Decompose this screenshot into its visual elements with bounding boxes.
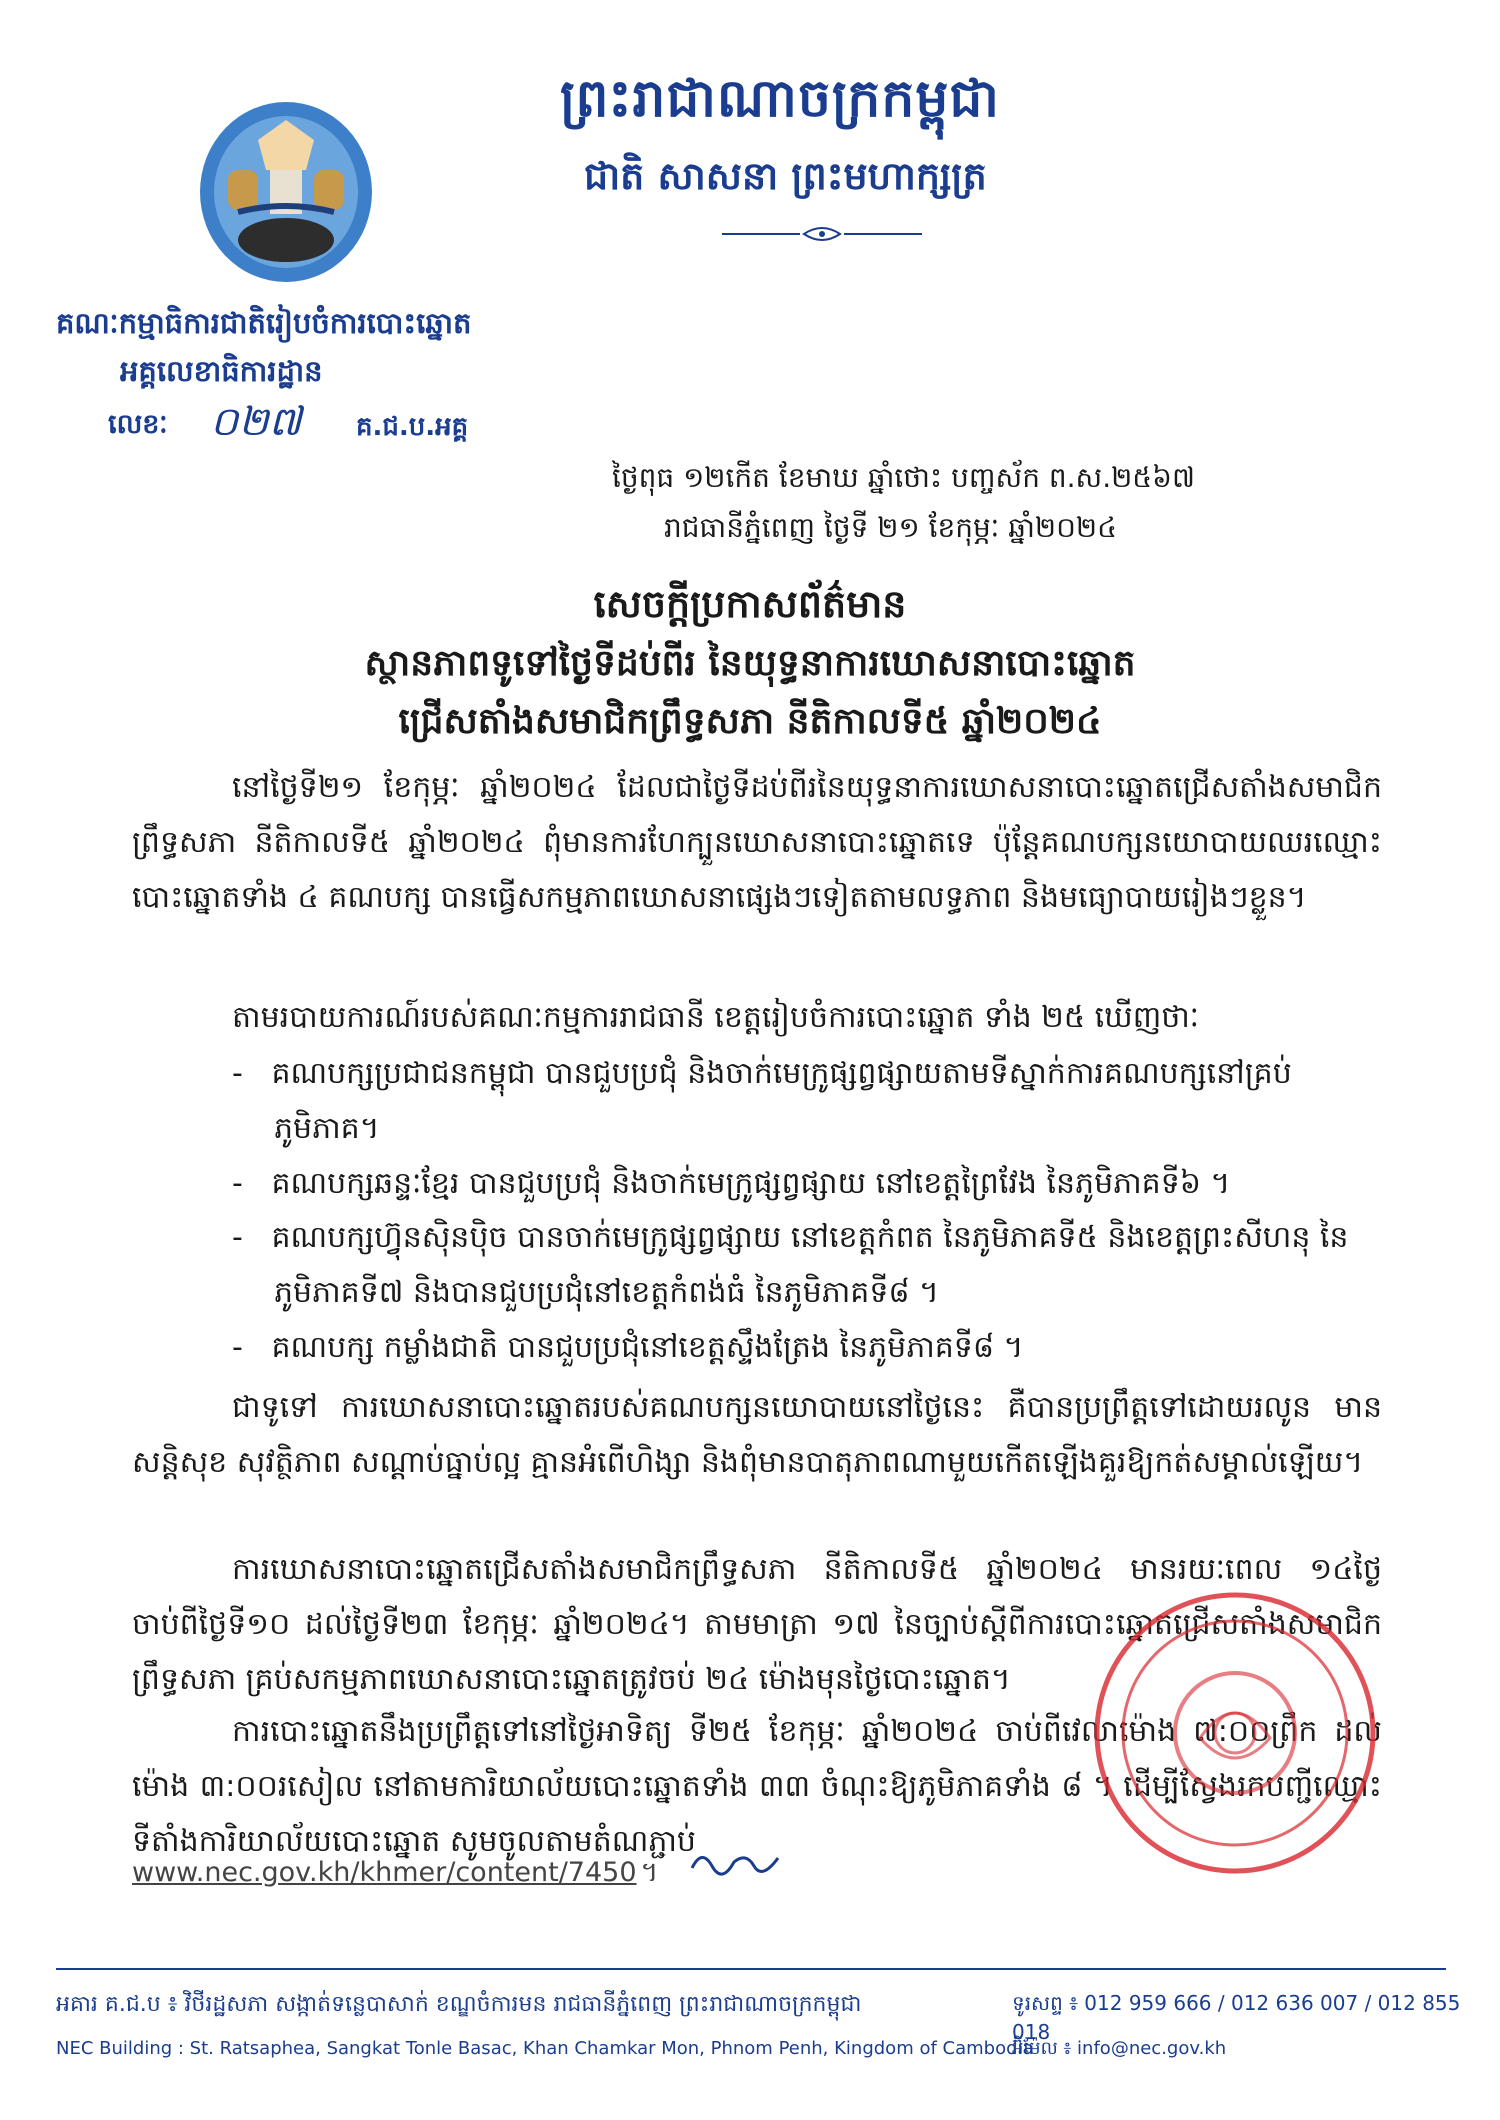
city-date: រាជធានីភ្នំពេញ ថ្ងៃទី ២១ ខែកុម្ភៈ ឆ្នាំ២០២៤ [664, 511, 1117, 544]
ornament-divider-icon [722, 224, 922, 244]
reference-code: គ.ជ.ប.អគ្គ [356, 412, 469, 442]
link-suffix: ។ [640, 1857, 659, 1888]
lunar-date: ថ្ងៃពុធ ១២កើត ខែមាឃ ឆ្នាំថោះ បញ្ចស័ក ព.ស.២៥៦៧ [612, 461, 1195, 494]
document-subtitle-1: ស្ថានភាពទូទៅថ្ងៃទីដប់ពីរ នៃយុទ្ធនាការឃោសនាបោះឆ្នោត [364, 643, 1136, 684]
nec-logo-icon [198, 100, 374, 290]
bullet-text: គណបក្ស កម្លាំងជាតិ បានជួបប្រជុំនៅខេត្តស្ទឹងត្រែង នៃភូមិភាគទី៨ ។ [271, 1330, 1024, 1365]
polling-stations-link[interactable]: www.nec.gov.kh/khmer/content/7450 [132, 1857, 637, 1888]
footer-telephone: ទូរសព្ទ ៖ 012 959 666 / 012 636 007 / 012 855 018 [1012, 1991, 1461, 2044]
list-item [232, 1320, 1382, 1375]
bullet-text: គណបក្សឆន្ទៈខ្មែរ បានជួបប្រជុំ និងចាក់មេក្រូផ្សព្វផ្សាយ នៅខេត្តព្រៃវែង នៃភូមិភាគទី៦ ។ [271, 1166, 1231, 1201]
list-item [232, 1156, 1382, 1211]
kingdom-heading: ព្រះរាជាណាចក្រកម្ពុជា [560, 69, 1000, 129]
footer-divider [56, 1968, 1446, 1970]
secretariat-name: អគ្គលេខាធិការដ្ឋាន [120, 354, 323, 388]
list-item [232, 1046, 1382, 1156]
bullet-text: គណបក្សហ៊្វុនស៊ិនប៉ិច បានចាក់មេក្រូផ្សព្វផ្សាយ នៅខេត្តកំពត នៃភូមិភាគទី៥ និងខេត្តព្រះសីហនុ នៃភូមិភាគទី៧ និងបានជួបប្រជុំនៅខេត្តកំពង់ធំ នៃភូមិភាគទី៨ ។ [271, 1220, 1349, 1310]
bullet-mark: - [232, 1056, 243, 1091]
footer-email: អ៊ីម៉ែល ៖ info@nec.gov.kh [1012, 2038, 1227, 2059]
footer-address-en: NEC Building : St. Ratsaphea, Sangkat Tonle Basac, Khan Chamkar Mon, Phnom Penh, Kingdom of Cambodia [56, 2038, 1034, 2059]
organization-name: គណៈកម្មាធិការជាតិរៀបចំការបោះឆ្នោត [56, 306, 472, 340]
document-subtitle-2: ជ្រើសតាំងសមាជិកព្រឹទ្ធសភា នីតិកាលទី៥ ឆ្នាំ២០២៤ [398, 701, 1102, 742]
paragraph-5: ការបោះឆ្នោតនឹងប្រព្រឹត្តទៅនៅថ្ងៃអាទិត្យ ទី២៥ ខែកុម្ភៈ ឆ្នាំ២០២៤ ចាប់ពីវេលាម៉ោង ៧:០០ព្រឹក ដល់ម៉ោង ៣:០០រសៀល នៅតាមការិយាល័យបោះឆ្នោតទាំង ៣៣ ចំណុះឱ្យភូមិភាគទាំង ៨ ។ ដើម្បីស្វែងរកបញ្ជីឈ្មោះទីតាំងការិយាល័យបោះឆ្នោត សូមចូលតាមតំណភ្ជាប់ [132, 1714, 1382, 1859]
bullet-mark: - [232, 1330, 243, 1365]
bullet-mark: - [232, 1220, 243, 1255]
reference-number: ០២៧ [210, 399, 302, 445]
bullet-mark: - [232, 1166, 243, 1201]
paragraph-4: ការឃោសនាបោះឆ្នោតជ្រើសតាំងសមាជិកព្រឹទ្ធសភា នីតិកាលទី៥ ឆ្នាំ២០២៤ មានរយៈពេល ១៤ថ្ងៃ ចាប់ពីថ្ងៃទី១០ ដល់ថ្ងៃទី២៣ ខែកុម្ភៈ ឆ្នាំ២០២៤។ តាមមាត្រា ១៧ នៃច្បាប់ស្តីពីការបោះឆ្នោតជ្រើសតាំងសមាជិកព្រឹទ្ធសភា គ្រប់សកម្មភាពឃោសនាបោះឆ្នោតត្រូវចប់ ២៤ ម៉ោងមុនថ្ងៃបោះឆ្នោត។ [132, 1552, 1382, 1697]
paragraph-2: តាមរបាយការណ៍របស់គណៈកម្មការរាជធានី ខេត្តរៀបចំការបោះឆ្នោត ទាំង ២៥ ឃើញថាៈ [232, 1000, 1200, 1035]
paragraph-3: ជាទូទៅ ការឃោសនាបោះឆ្នោតរបស់គណបក្សនយោបាយនៅថ្ងៃនេះ គឺបានប្រព្រឹត្តទៅដោយរលូន មានសន្តិសុខ សុវត្ថិភាព សណ្តាប់ធ្នាប់ល្អ គ្មានអំពើហិង្សា និងពុំមានបាតុភាពណាមួយកើតឡើងគួរឱ្យកត់សម្គាល់ឡើយ។ [132, 1390, 1382, 1480]
signature-icon [690, 1844, 780, 1884]
reference-label: លេខៈ [108, 409, 168, 440]
national-motto: ជាតិ សាសនា ព្រះមហាក្សត្រ [584, 154, 987, 198]
list-item [232, 1210, 1382, 1320]
polling-stations-link-row [132, 1856, 658, 1895]
footer-address-kh: អគារ គ.ជ.ប ៖ វិថីរដ្ឋសភា សង្កាត់ទន្លេបាសាក់ ខណ្ឌចំការមន រាជធានីភ្នំពេញ ព្រះរាជាណាចក្រកម្ពុជា [56, 1992, 862, 2017]
document-title: សេចក្តីប្រកាសព័ត៌មាន [593, 582, 907, 626]
official-seal-icon [1090, 1588, 1380, 1878]
bullet-text: គណបក្សប្រជាជនកម្ពុជា បានជួបប្រជុំ និងចាក់មេក្រូផ្សព្វផ្សាយតាមទីស្នាក់ការគណបក្សនៅគ្រប់ភូមិភាគ។ [271, 1056, 1292, 1146]
paragraph-1: នៅថ្ងៃទី២១ ខែកុម្ភៈ ឆ្នាំ២០២៤ ដែលជាថ្ងៃទីដប់ពីរនៃយុទ្ធនាការឃោសនាបោះឆ្នោតជ្រើសតាំងសមាជិកព្រឹទ្ធសភា នីតិកាលទី៥ ឆ្នាំ២០២៤ ពុំមានការហែក្បួនឃោសនាបោះឆ្នោតទេ ប៉ុន្តែគណបក្សនយោបាយឈរឈ្មោះបោះឆ្នោតទាំង ៤ គណបក្ស បានធ្វើសកម្មភាពឃោសនាផ្សេងៗទៀតតាមលទ្ធភាព និងមធ្យោបាយរៀងៗខ្លួន។ [132, 770, 1382, 915]
